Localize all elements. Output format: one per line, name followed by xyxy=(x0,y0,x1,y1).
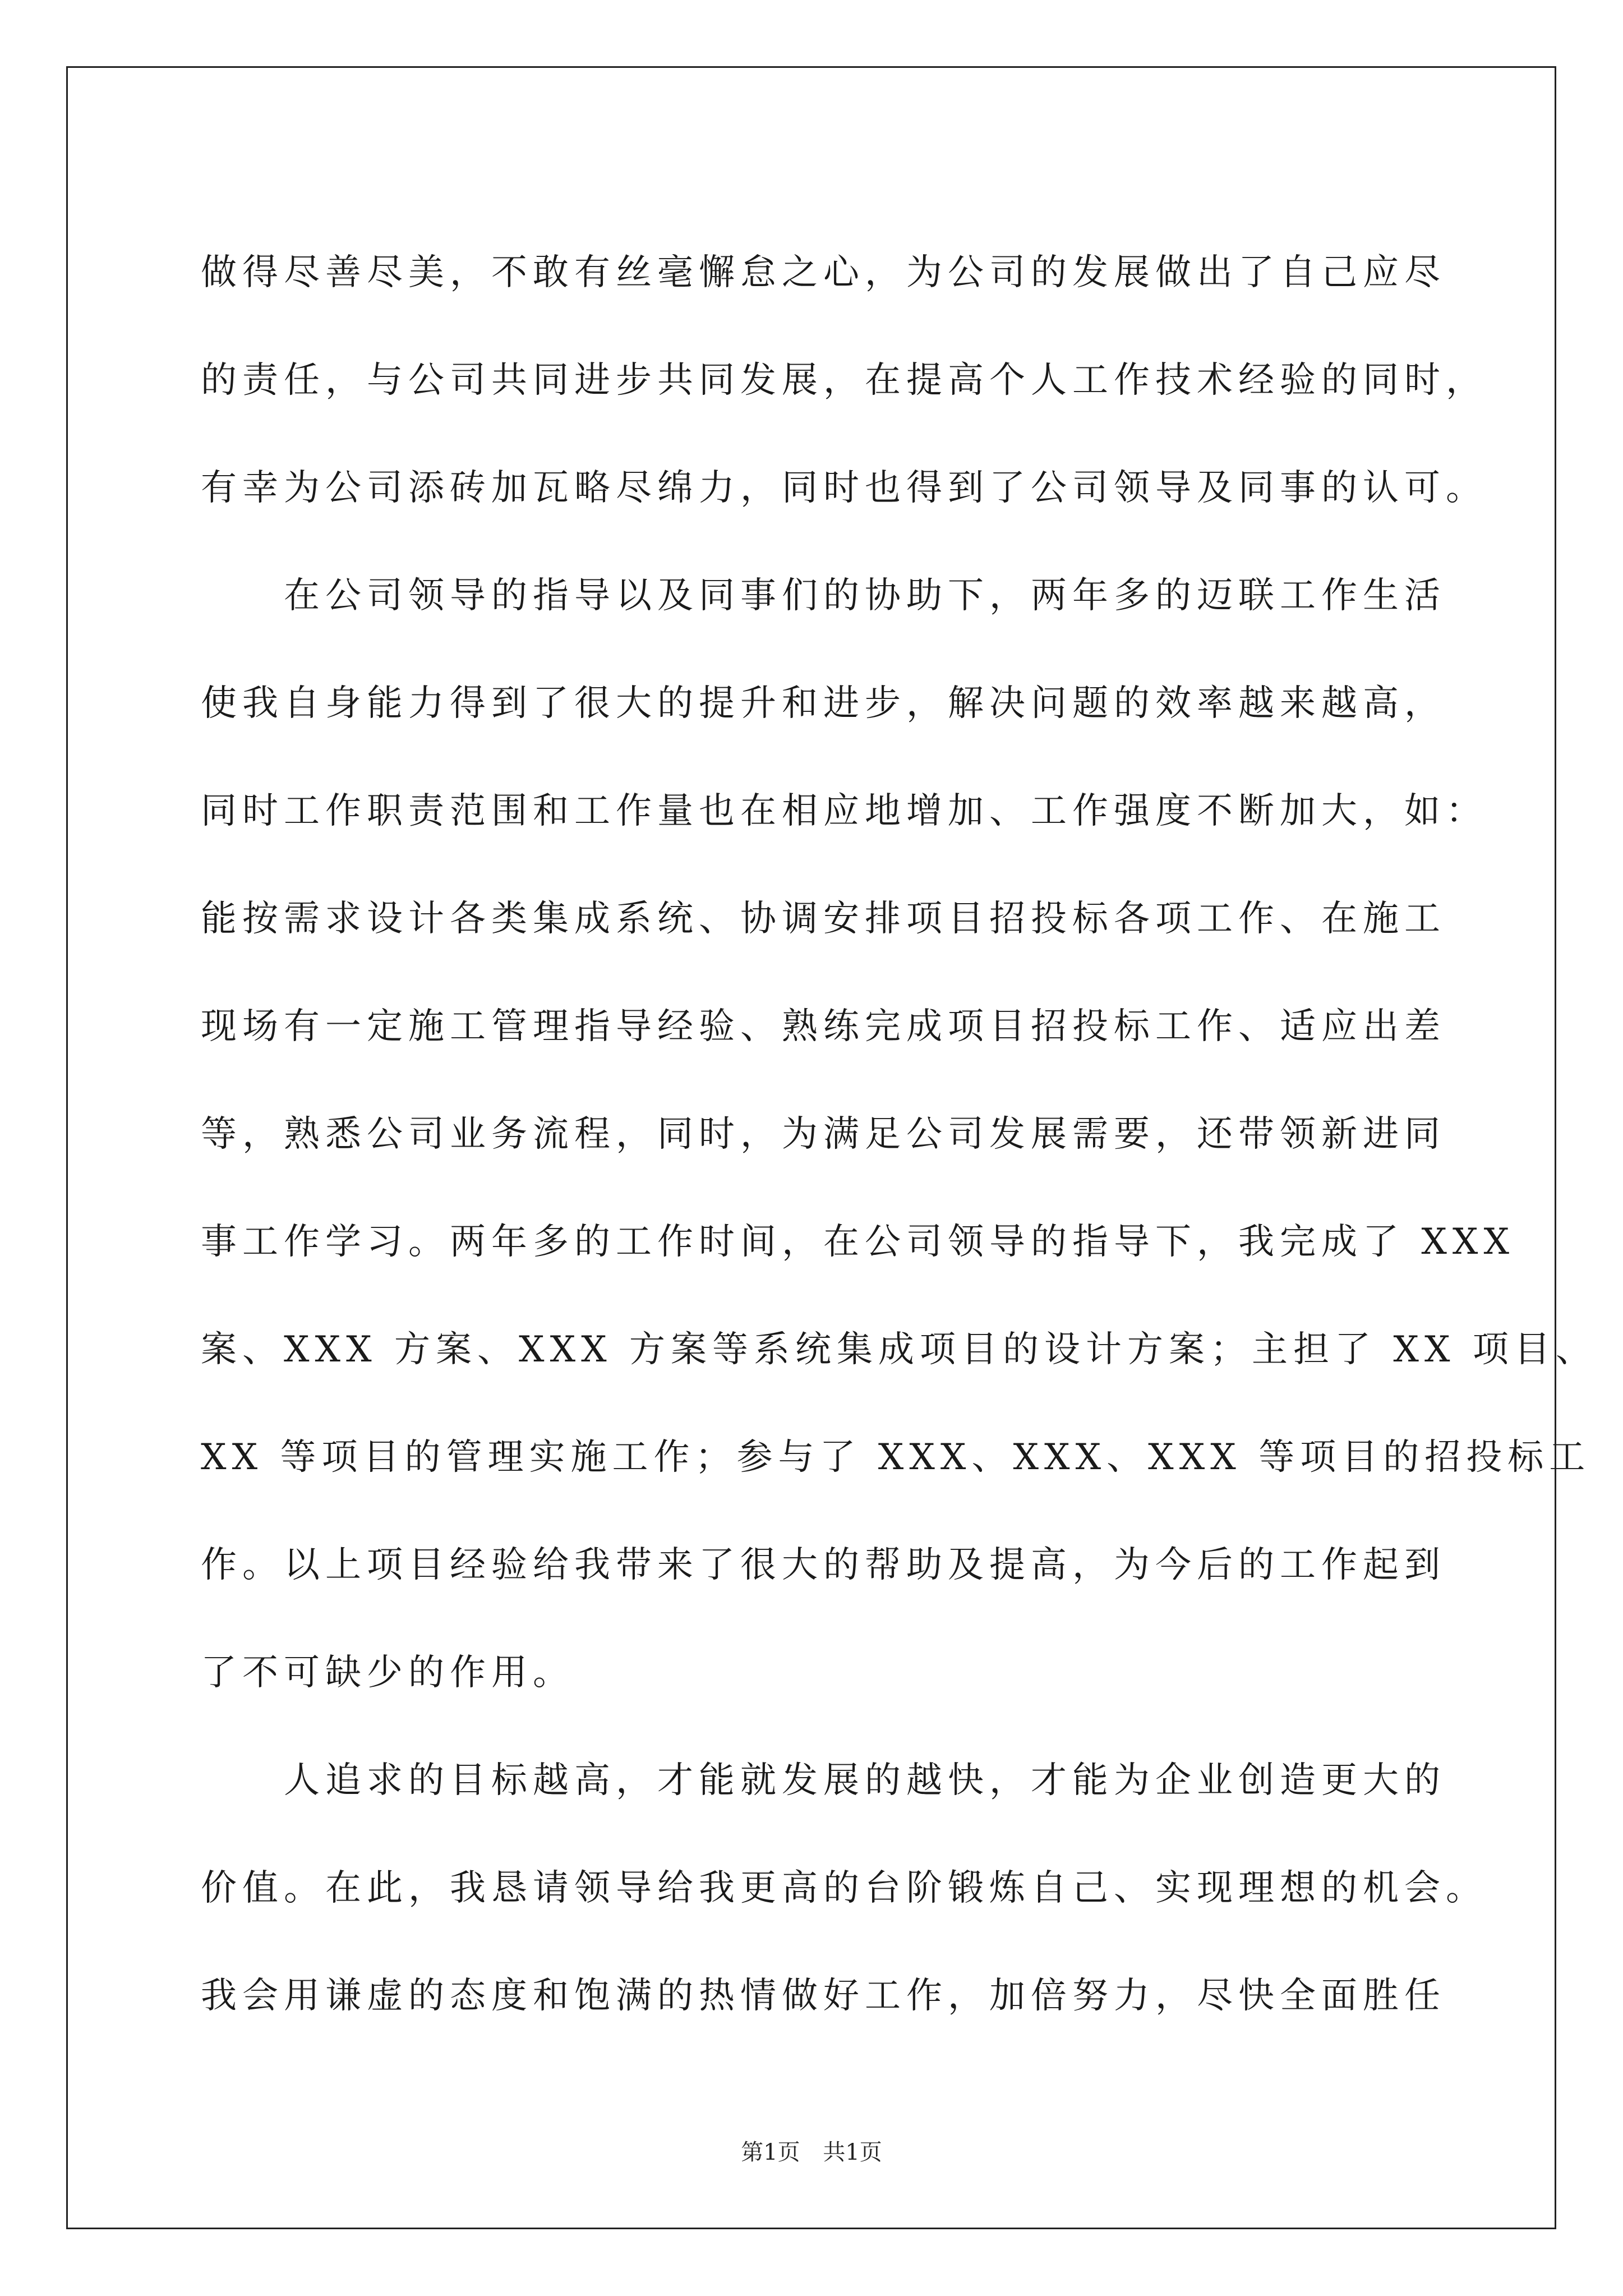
page-number-current: 第1页 xyxy=(741,2139,800,2165)
text-line-14: 了不可缺少的作用。 xyxy=(201,1652,574,1694)
text-line-4: 在公司领导的指导以及同事们的协助下，两年多的迈联工作生活 xyxy=(284,575,1446,616)
text-line-15: 人追求的目标越高，才能就发展的越快，才能为企业创造更大的 xyxy=(284,1760,1446,1801)
document-body xyxy=(201,219,1597,2050)
text-line-1: 做得尽善尽美，不敢有丝毫懈怠之心，为公司的发展做出了自己应尽 xyxy=(201,252,1446,293)
text-line-9: 等，熟悉公司业务流程，同时，为满足公司发展需要，还带领新进同 xyxy=(201,1114,1446,1155)
text-line-11: 案、XXX 方案、XXX 方案等系统集成项目的设计方案；主担了 XX 项目、 xyxy=(201,1329,1597,1370)
text-line-10: 事工作学习。两年多的工作时间，在公司领导的指导下，我完成了 XXX xyxy=(201,1221,1515,1263)
text-line-6: 同时工作职责范围和工作量也在相应地增加、工作强度不断加大，如： xyxy=(201,790,1487,832)
text-line-3: 有幸为公司添砖加瓦略尽绵力，同时也得到了公司领导及同事的认可。 xyxy=(201,467,1487,509)
text-line-12: XX 等项目的管理实施工作；参与了 XXX、XXX、XXX 等项目的招投标工 xyxy=(201,1437,1591,1478)
text-line-16: 价值。在此，我恳请领导给我更高的台阶锻炼自己、实现理想的机会。 xyxy=(201,1867,1487,1909)
text-line-17: 我会用谦虚的态度和饱满的热情做好工作，加倍努力，尽快全面胜任 xyxy=(201,1975,1446,2017)
text-line-13: 作。以上项目经验给我带来了很大的帮助及提高，为今后的工作起到 xyxy=(201,1544,1446,1586)
text-line-2: 的责任，与公司共同进步共同发展，在提高个人工作技术经验的同时， xyxy=(201,360,1487,401)
text-line-7: 能按需求设计各类集成系统、协调安排项目招投标各项工作、在施工 xyxy=(201,898,1446,940)
page-number-total: 共1页 xyxy=(823,2139,882,2165)
text-line-5: 使我自身能力得到了很大的提升和进步，解决问题的效率越来越高， xyxy=(201,683,1446,724)
text-line-8: 现场有一定施工管理指导经验、熟练完成项目招投标工作、适应出差 xyxy=(201,1006,1446,1047)
page-footer xyxy=(0,2134,1623,2166)
